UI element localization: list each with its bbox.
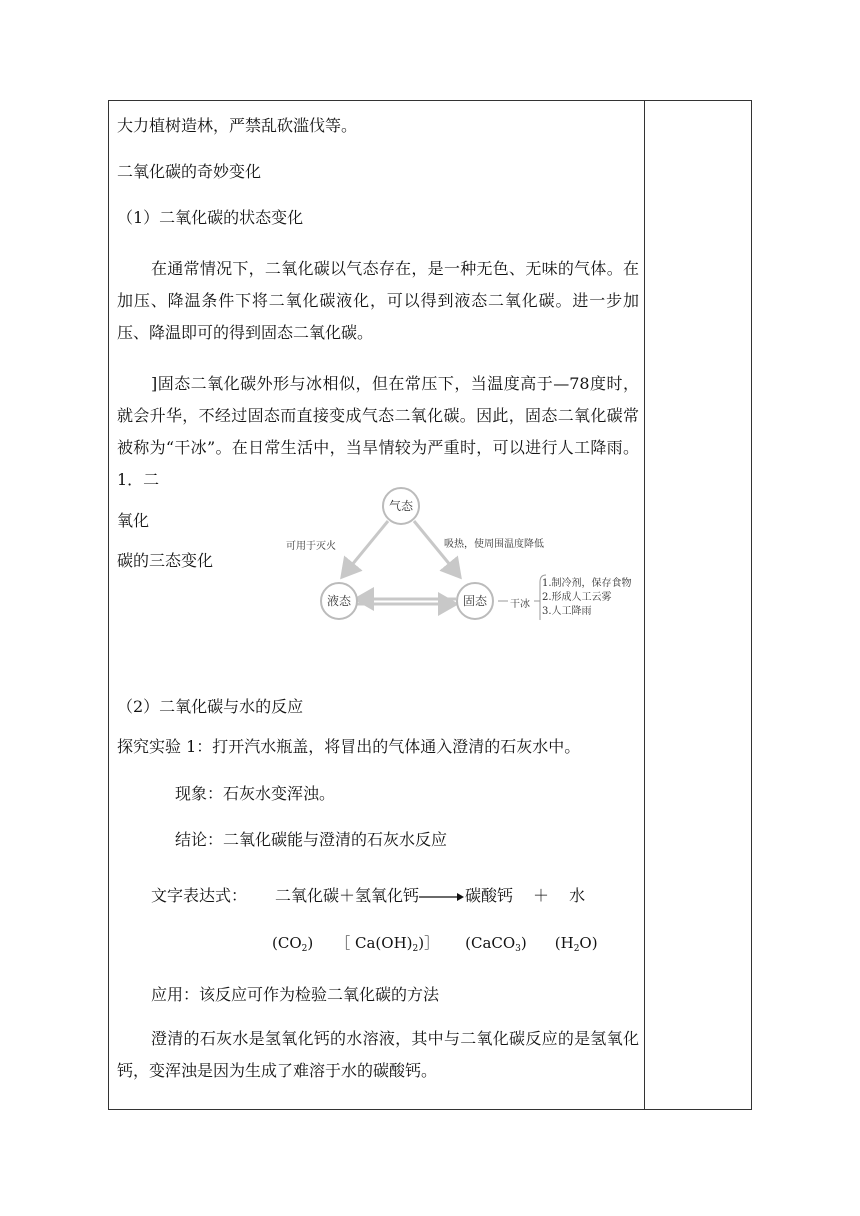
label-extinguish: 可用于灭火 bbox=[286, 541, 336, 552]
heading-state-changes: （1）二氧化碳的状态变化 bbox=[117, 208, 304, 227]
label-dry-ice: 干冰 bbox=[510, 599, 530, 610]
heading-co2-changes: 二氧化碳的奇妙变化 bbox=[117, 162, 262, 181]
equation-product-water: 水 bbox=[569, 886, 586, 905]
use-item: 2.形成人工云雾 bbox=[542, 592, 612, 603]
arrow-gas-to-liquid bbox=[342, 521, 388, 577]
label-absorb-heat: 吸热，使周围温度降低 bbox=[444, 539, 544, 550]
chemical-formulas bbox=[272, 933, 598, 959]
diagram-caption-part2: 碳的三态变化 bbox=[117, 551, 214, 570]
text-phenomenon: 现象：石灰水变浑浊。 bbox=[175, 784, 336, 803]
equation-reactants: 二氧化碳＋氢氧化钙 bbox=[275, 886, 420, 905]
word-equation bbox=[151, 886, 585, 906]
node-solid: 固态 bbox=[456, 582, 494, 620]
formula-h2o: $(H_2O)$ bbox=[554, 934, 598, 954]
formula-caoh2: ［ $Ca(OH)_2)]$ bbox=[335, 934, 440, 954]
uses-list bbox=[542, 577, 632, 619]
use-item: 1.制冷剂，保存食物 bbox=[542, 578, 632, 589]
heading-co2-water: （2）二氧化碳与水的反应 bbox=[117, 697, 304, 716]
text-experiment: 探究实验 1：打开汽水瓶盖，将冒出的气体通入澄清的石灰水中。 bbox=[117, 737, 581, 756]
text-afforestation: 大力植树造林，严禁乱砍滥伐等。 bbox=[117, 116, 358, 135]
text-conclusion: 结论：二氧化碳能与澄清的石灰水反应 bbox=[175, 830, 448, 849]
text-application: 应用：该反应可作为检验二氧化碳的方法 bbox=[151, 985, 440, 1004]
node-liquid: 液态 bbox=[320, 582, 358, 620]
equation-plus: ＋ bbox=[533, 886, 550, 905]
formula-co2: $(CO_2)$ bbox=[272, 934, 314, 954]
paragraph-states: 在通常情况下，二氧化碳以气态存在，是一种无色、无味的气体。在加压、降温条件下将二氧化碳液化，可以得到液态二氧化碳。进一步加压、降温即可的得到固态二氧化碳。 bbox=[117, 259, 639, 342]
paragraph-limewater: 澄清的石灰水是氢氧化钙的水溶液，其中与二氧化碳反应的是氢氧化钙，变浑浊是因为生成了难溶于水的碳酸钙。 bbox=[117, 1029, 639, 1080]
use-item: 3.人工降雨 bbox=[542, 606, 592, 617]
diagram-caption-part1: 氧化 bbox=[117, 511, 150, 530]
three-state-diagram bbox=[284, 485, 646, 620]
paragraph-dry-ice: ]固态二氧化碳外形与冰相似，但在常压下，当温度高于—78度时，就会升华，不经过固态而直接变成气态二氧化碳。因此，固态二氧化碳常被称为“干冰”。在日常生活中，当旱情较为严重时，可以进行人工降雨。1．二 bbox=[117, 374, 639, 489]
formula-caco3: (CaCO$_3$) bbox=[465, 934, 527, 954]
node-gas: 气态 bbox=[382, 487, 420, 525]
equation-label: 文字表达式： bbox=[151, 886, 248, 905]
reaction-arrow-icon bbox=[419, 891, 465, 903]
equation-product-caco3: 碳酸钙 bbox=[465, 886, 514, 905]
